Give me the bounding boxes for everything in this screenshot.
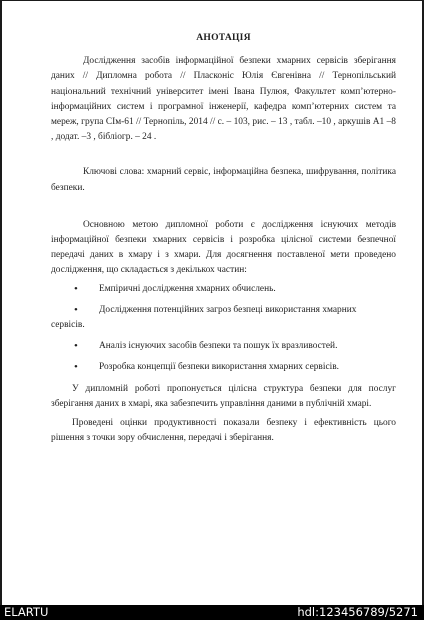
repository-name: ELARTU: [4, 605, 49, 619]
list-item-text: Розробка концепції безпеки використання хмарних сервісів.: [99, 362, 339, 373]
bibliographic-description: Дослідження засобів інформаційної безпеки хмарних сервісів зберігання даних // Дипломна робота // Пласконіс Юлія Євгенівна // Тернопільський національний технічний університет імені Івана Пулюя, Факультет комп’ютерно-інформаційних систем і програмної інженерії, кафедра комп’ютерних систем та мереж, група СІм-61 // Тернопіль, 2014 // с. – 103, рис. – 13 , табл. –10 , аркушів А1 –8 , додат. –3 , бібліогр. – 24 .: [51, 56, 396, 143]
list-item: [51, 303, 396, 333]
bullet-icon: •: [74, 303, 78, 316]
conclusion-paragraph: Проведені оцінки продуктивності показали безпеку і ефективність цього рішення з точки зору обчислення, передачі і зберігання.: [51, 418, 396, 444]
proposal-paragraph: У дипломній роботі пропонується цілісна структура безпеки для послуг зберігання даних в хмарі, яка забезпечить управління даними в публічній хмарі.: [51, 383, 396, 409]
list-item: [51, 339, 396, 354]
bullet-icon: •: [74, 282, 78, 295]
list-item-text: Аналіз існуючих засобів безпеки та пошук їх вразливостей.: [99, 341, 338, 352]
list-item-text: Дослідження потенційних загроз безпеці використання хмарних: [99, 304, 357, 315]
list-item: [51, 282, 396, 297]
bullet-icon: •: [74, 340, 78, 353]
list-item-text: Емпіричні дослідження хмарних обчислень.: [99, 283, 276, 294]
intro-paragraph: Основною метою дипломної роботи є дослідження існуючих методів інформаційної безпеки хмарних сервісів і розробка цілісної системи безпечної передачі даних в хмару і з хмари. Для досягнення поставленої мети проведено дослідження, що складається з декількох частин:: [51, 219, 396, 276]
research-parts-list: [51, 282, 396, 376]
keywords-paragraph: Ключові слова: хмарний сервіс, інформаційна безпека, шифрування, політика безпеки.: [51, 167, 396, 193]
handle-identifier: hdl:123456789/5271: [297, 605, 418, 619]
bullet-icon: •: [74, 361, 78, 374]
list-item-continuation: сервісів.: [51, 320, 85, 331]
repository-footer-bar: [0, 605, 424, 620]
list-item: [51, 360, 396, 375]
page-title: АНОТАЦІЯ: [196, 32, 251, 43]
page-content: [51, 30, 396, 446]
